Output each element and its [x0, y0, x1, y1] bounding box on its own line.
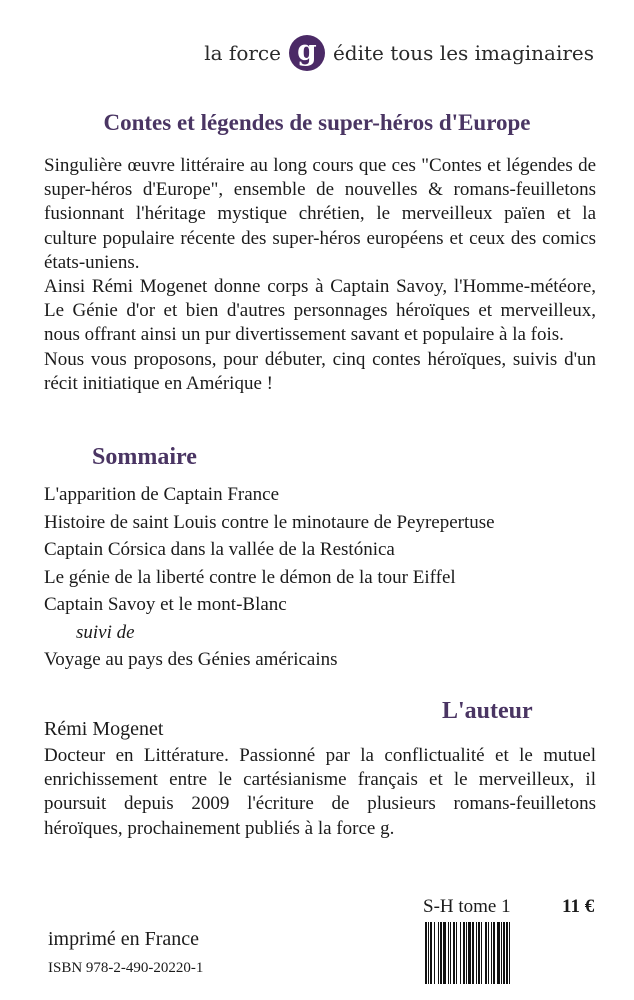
toc-item: Captain Savoy et le mont-Blanc [44, 594, 287, 615]
barcode-bar [438, 922, 439, 984]
publisher-logo: g [289, 35, 325, 71]
toc-suivi-de: suivi de [76, 621, 135, 643]
book-title: Contes et légendes de super-héros d'Europe [103, 110, 531, 135]
isbn-barcode [424, 922, 600, 984]
barcode-bar [493, 922, 495, 984]
barcode-bar [428, 922, 429, 984]
barcode-bar [488, 922, 489, 984]
author-name: Rémi Mogenet [44, 718, 164, 740]
isbn-label: ISBN 978-2-490-20220-1 [48, 960, 204, 976]
barcode-bar [501, 922, 502, 984]
barcode-bar [509, 922, 510, 984]
barcode-bar [453, 922, 455, 984]
barcode-bar [481, 922, 482, 984]
barcode-bar [506, 922, 508, 984]
barcode-bar [430, 922, 432, 984]
toc-item: Le génie de la liberté contre le démon de la tour Eiffel [44, 566, 456, 588]
author-heading: L'auteur [442, 698, 533, 724]
blurb-paragraph: Nous vous proposons, pour débuter, cinq contes héroïques, suivis d'un récit initiatique en Amérique ! [44, 348, 596, 394]
barcode-bar [466, 922, 467, 984]
barcode-bar [434, 922, 435, 984]
series-label: S-H tome 1 [423, 896, 511, 917]
publisher-tagline-left: la force [204, 41, 281, 65]
barcode-bar [491, 922, 492, 984]
barcode-bar [485, 922, 487, 984]
barcode-bar [440, 922, 442, 984]
barcode-bar [472, 922, 474, 984]
barcode-bar [443, 922, 446, 984]
toc-item: L'apparition de Captain France [44, 484, 280, 505]
barcode-bar [448, 922, 449, 984]
barcode-bar [463, 922, 465, 984]
barcode-bar [476, 922, 477, 984]
author-bio: Docteur en Littérature. Passionné par la conflictualité et le mutuel enrichissement entre le cartésianisme français et le merveilleux, il poursuit depuis 2009 l'écriture de plusieurs romans-feuilletons héroïques, prochainement publiés à la force g. [44, 745, 596, 839]
book-blurb [44, 154, 596, 396]
price-label: 11 € [562, 896, 595, 917]
toc-item: Voyage au pays des Génies américains [44, 649, 338, 670]
publisher-header [204, 35, 594, 71]
barcode-bar [503, 922, 505, 984]
barcode-bar [460, 922, 461, 984]
toc-item: Histoire de saint Louis contre le minotaure de Peyrepertuse [44, 511, 495, 533]
blurb-paragraph: Singulière œuvre littéraire au long cours que ces "Contes et légendes de super-héros d'Europe", ensemble de nouvelles & romans-feuilletons fusionnant l'héritage mystique chrétien, le merveilleux païen et la culture populaire récente des super-héros européens et ceux des comics états-uniens. [44, 155, 596, 273]
barcode-bar [425, 922, 427, 984]
barcode-bar [478, 922, 480, 984]
barcode-bar [497, 922, 500, 984]
toc-item: Captain Córsica dans la vallée de la Restónica [44, 539, 395, 560]
barcode-bar [456, 922, 457, 984]
printed-in-label: imprimé en France [48, 928, 200, 950]
sommaire-heading: Sommaire [92, 444, 197, 470]
barcode-bar [468, 922, 471, 984]
table-of-contents [44, 481, 604, 674]
barcode-bar [450, 922, 451, 984]
publisher-tagline-right: édite tous les imaginaires [332, 41, 594, 65]
blurb-paragraph: Ainsi Rémi Mogenet donne corps à Captain Savoy, l'Homme-météore, Le Génie d'or et bien d'autres personnages héroïques et merveilleux, nous offrant ainsi un pur divertissement savant et populaire à la fois. [44, 276, 596, 346]
